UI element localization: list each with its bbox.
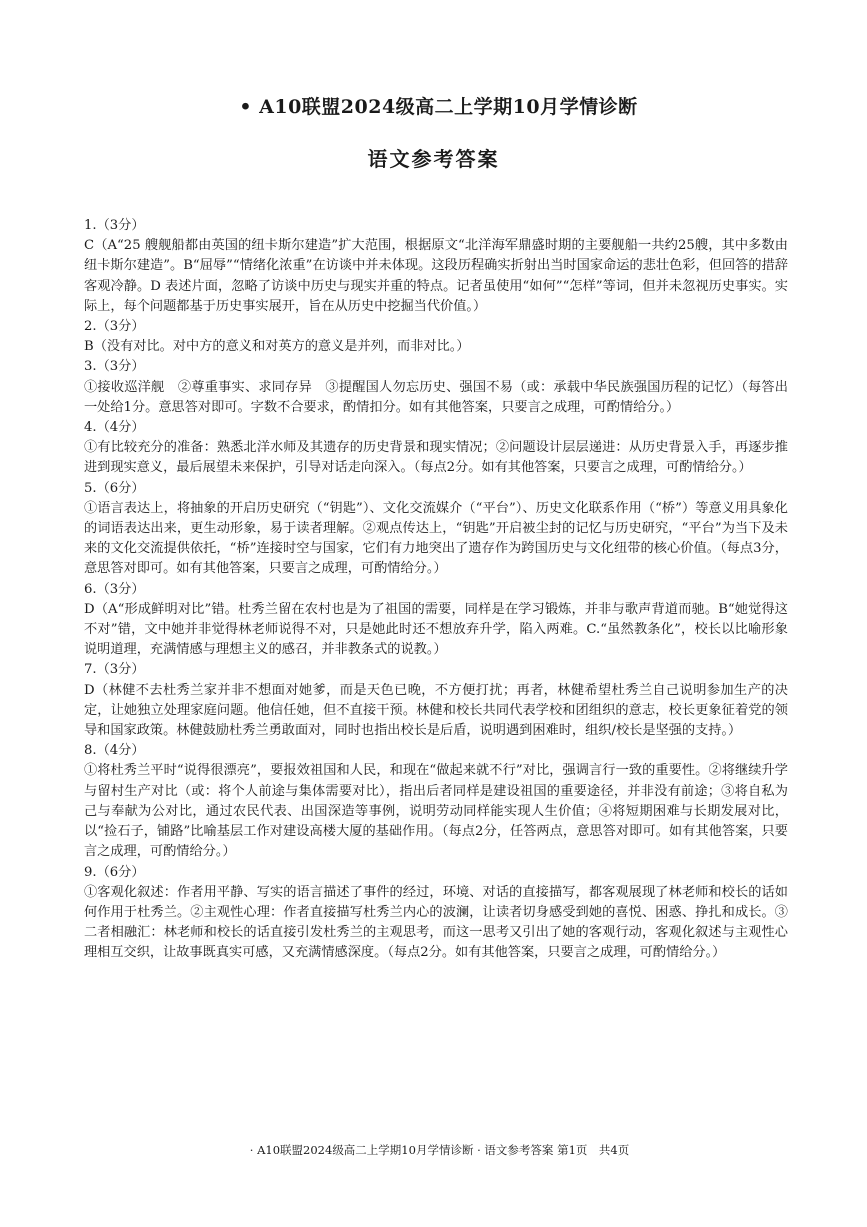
question-number: 3.（3分） (84, 359, 145, 375)
answer-text: ①客观化叙述：作者用平静、写实的语言描述了事件的经过，环境、对话的直接描写，都客观展现了林老师和校长的话如何作用于杜秀兰。②主观性心理：作者直接描写杜秀兰内心的波澜，让读者切身感受到她的喜悦、困惑、挣扎和成长。③二者相融汇：林老师和校长的话直接引发杜秀兰的主观思考，而这一思考又引出了她的客观行动，客观化叙述与主观性心理相互交织，让故事既真实可感，又充满情感深度。（每点2分。如有其他答案，只要言之成理，可酌情给分。） (84, 884, 788, 961)
question-number: 4.（4分） (84, 420, 145, 436)
answer-text: ①接收巡洋舰 ②尊重事实、求同存异 ③提醒国人勿忘历史、强国不易（或：承载中华民族强国历程的记忆）（每答出一处给1分。意思答对即可。字数不合要求，酌情扣分。如有其他答案，只要言之成理，可酌情给分。） (84, 379, 788, 415)
answer-list (84, 216, 788, 964)
answer-text: ①有比较充分的准备：熟悉北洋水师及其遗存的历史背景和现实情况；②问题设计层层递进：从历史背景入手，再逐步推进到现实意义，最后展望未来保护，引导对话走向深入。（每点2分。如有其他答案，只要言之成理，可酌情给分。） (84, 440, 788, 476)
answer-item (84, 317, 788, 357)
question-number: 5.（6分） (84, 480, 145, 496)
page-footer: · A10联盟2024级高二上学期10月学情诊断 · 语文参考答案 第1页 共4页 (249, 1143, 630, 1157)
question-number: 9.（6分） (84, 864, 145, 880)
exam-title: • A10联盟2024级高二上学期10月学情诊断 (239, 96, 638, 118)
document-subtitle: 语文参考答案 (367, 147, 500, 171)
answer-item (84, 216, 788, 317)
answer-item (84, 357, 788, 418)
answer-text: ①将杜秀兰平时“说得很漂亮”，要报效祖国和人民，和现在“做起来就不行”对比，强调言行一致的重要性。②将继续升学与留村生产对比（或：将个人前途与集体需要对比），指出后者同样是建设祖国的重要途径，并非没有前途；③将自私为己与奉献为公对比，通过农民代表、出国深造等事例，说明劳动同样能实现人生价值；④将短期困难与长期发展对比，以“捡石子，铺路”比喻基层工作对建设高楼大厦的基础作用。（每点2分，任答两点，意思答对即可。如有其他答案，只要言之成理，可酌情给分。） (84, 763, 788, 860)
answer-item (84, 580, 788, 661)
question-number: 2.（3分） (84, 319, 145, 335)
answer-text: ①语言表达上，将抽象的开启历史研究（“钥匙”）、文化交流媒介（“平台”）、历史文化联系作用（“桥”）等意义用具象化的词语表达出来，更生动形象，易于读者理解。②观点传达上，“钥匙”开启被尘封的记忆与历史研究，“平台”为当下及未来的文化交流提供依托，“桥”连接时空与国家，它们有力地突出了遗存作为跨国历史与文化纽带的核心价值。（每点3分，意思答对即可。如有其他答案，只要言之成理，可酌情给分。） (84, 500, 788, 577)
answer-text: D（A“形成鲜明对比”错。杜秀兰留在农村也是为了祖国的需要，同样是在学习锻炼，并非与歌声背道而驰。B“她觉得这不对”错，文中她并非觉得林老师说得不对，只是她此时还不想放弃升学，陷入两难。C.“虽然教条化”，校长以比喻形象说明道理，充满情感与理想主义的感召，并非教条式的说教。） (84, 601, 788, 658)
answer-item (84, 660, 788, 741)
question-number: 1.（3分） (84, 218, 145, 233)
question-number: 8.（4分） (84, 743, 145, 759)
answer-text: B（没有对比。对中方的意义和对英方的意义是并列，而非对比。） (84, 339, 470, 355)
question-number: 6.（3分） (84, 581, 145, 597)
answer-item (84, 479, 788, 580)
answer-item (84, 418, 788, 479)
answer-text: D（林健不去杜秀兰家并非不想面对她爹，而是天色已晚，不方便打扰；再者，林健希望杜秀兰自己说明参加生产的决定，让她独立处理家庭问题。他信任她，但不直接干预。林健和校长共同代表学校和团组织的意志，校长更象征着党的领导和国家政策。林健鼓励杜秀兰勇敢面对，同时也指出校长是后盾，说明遇到困难时，组织/校长是坚强的支持。） (84, 682, 788, 739)
answer-item (84, 741, 788, 862)
question-number: 7.（3分） (84, 662, 145, 678)
answer-item (84, 863, 788, 964)
answer-text: C（A“25 艘舰船都由英国的纽卡斯尔建造”扩大范围，根据原文“北洋海军鼎盛时期的主要舰船一共约25艘，其中多数由纽卡斯尔建造”。B“屈辱”“情绪化浓重”在访谈中并未体现。这段历程确实折射出当时国家命运的悲壮色彩，但回答的措辞客观冷静。D 表述片面，忽略了访谈中历史与现实并重的特点。记者虽使用“如何”“怎样”等词，但并未忽视历史事实。实际上，每个问题都基于历史事实展开，旨在从历史中挖掘当代价值。） (84, 238, 788, 314)
